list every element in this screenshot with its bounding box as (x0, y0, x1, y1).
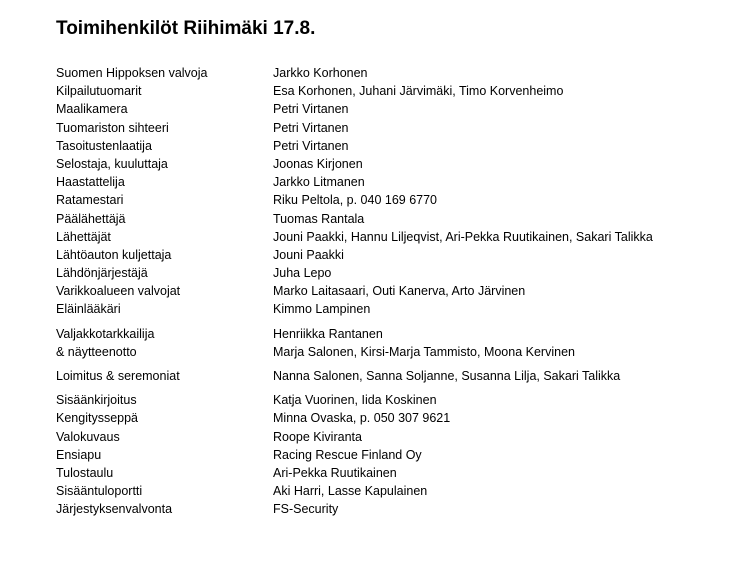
names-value: Kimmo Lampinen (273, 302, 371, 317)
role-label: Tasoitustenlaatija (56, 138, 152, 153)
role-label: Suomen Hippoksen valvoja (56, 66, 208, 80)
names-value: Petri Virtanen (273, 102, 349, 117)
names-value: FS-Security (273, 502, 339, 517)
list-item (56, 343, 726, 361)
names-value: Marja Salonen, Kirsi-Marja Tammisto, Moona Kervinen (273, 344, 575, 359)
names-value: Tuomas Rantala (273, 211, 365, 226)
role-label: Selostaja, kuuluttaja (56, 156, 168, 171)
role-label: Maalikamera (56, 102, 128, 117)
list-item (56, 173, 726, 191)
list-item (56, 409, 726, 427)
role-label: & näytteenotto (56, 344, 137, 359)
role-label: Lähdönjärjestäjä (56, 266, 148, 281)
list-item (56, 300, 726, 318)
names-value: Petri Virtanen (273, 120, 349, 135)
role-label: Kilpailutuomarit (56, 84, 142, 99)
list-item (56, 82, 726, 100)
names-value: Nanna Salonen, Sanna Soljanne, Susanna Lilja, Sakari Talikka (273, 369, 621, 383)
role-label: Loimitus & seremoniat (56, 369, 180, 383)
list-item (56, 282, 726, 300)
names-value: Juha Lepo (273, 266, 332, 281)
list-item (56, 391, 726, 409)
role-label: Päälähettäjä (56, 211, 126, 226)
names-value: Joonas Kirjonen (273, 156, 363, 171)
names-value: Esa Korhonen, Juhani Järvimäki, Timo Korvenheimo (273, 84, 564, 99)
names-value: Petri Virtanen (273, 138, 349, 153)
role-label: Tuomariston sihteeri (56, 120, 169, 135)
list-item (56, 191, 726, 209)
role-label: Ratamestari (56, 193, 124, 208)
names-value: Jouni Paakki, Hannu Liljeqvist, Ari-Pekka Ruutikainen, Sakari Talikka (273, 229, 653, 244)
role-label: Lähtöauton kuljettaja (56, 247, 172, 262)
list-item (56, 228, 726, 246)
names-value: Ari-Pekka Ruutikainen (273, 465, 397, 480)
list-item (56, 119, 726, 137)
list-item (56, 367, 726, 385)
list-item (56, 482, 726, 500)
list-item (56, 464, 726, 482)
role-label: Tulostaulu (56, 465, 114, 480)
names-value: Roope Kiviranta (273, 429, 362, 444)
names-value: Racing Rescue Finland Oy (273, 447, 422, 462)
list-item (56, 446, 726, 464)
role-label: Valokuvaus (56, 429, 120, 444)
list-item (56, 64, 726, 82)
list-item (56, 155, 726, 173)
role-label: Järjestyksenvalvonta (56, 502, 173, 517)
list-item (56, 264, 726, 282)
role-label: Sisääntuloportti (56, 484, 143, 499)
officials-list (56, 64, 726, 519)
names-value: Riku Peltola, p. 040 169 6770 (273, 193, 438, 208)
names-value: Jouni Paakki (273, 247, 344, 262)
role-label: Kengitysseppä (56, 411, 139, 426)
role-label: Valjakkotarkkailija (56, 326, 155, 341)
list-item (56, 500, 726, 518)
role-label: Haastattelija (56, 175, 125, 190)
names-value: Minna Ovaska, p. 050 307 9621 (273, 411, 451, 426)
list-item (56, 137, 726, 155)
role-label: Ensiapu (56, 447, 102, 462)
role-label: Lähettäjät (56, 229, 111, 244)
list-item (56, 246, 726, 264)
names-value: Henriikka Rantanen (273, 326, 383, 341)
list-item (56, 325, 726, 343)
names-value: Aki Harri, Lasse Kapulainen (273, 484, 428, 499)
role-label: Eläinlääkäri (56, 302, 121, 317)
names-value: Katja Vuorinen, Iida Koskinen (273, 393, 437, 408)
list-item (56, 210, 726, 228)
names-value: Jarkko Litmanen (273, 175, 365, 190)
role-label: Varikkoalueen valvojat (56, 284, 181, 299)
list-item (56, 100, 726, 118)
names-value: Jarkko Korhonen (273, 66, 368, 80)
names-value: Marko Laitasaari, Outi Kanerva, Arto Järvinen (273, 284, 526, 299)
page-title: Toimihenkilöt Riihimäki 17.8. (56, 18, 316, 39)
list-item (56, 428, 726, 446)
role-label: Sisäänkirjoitus (56, 393, 137, 408)
